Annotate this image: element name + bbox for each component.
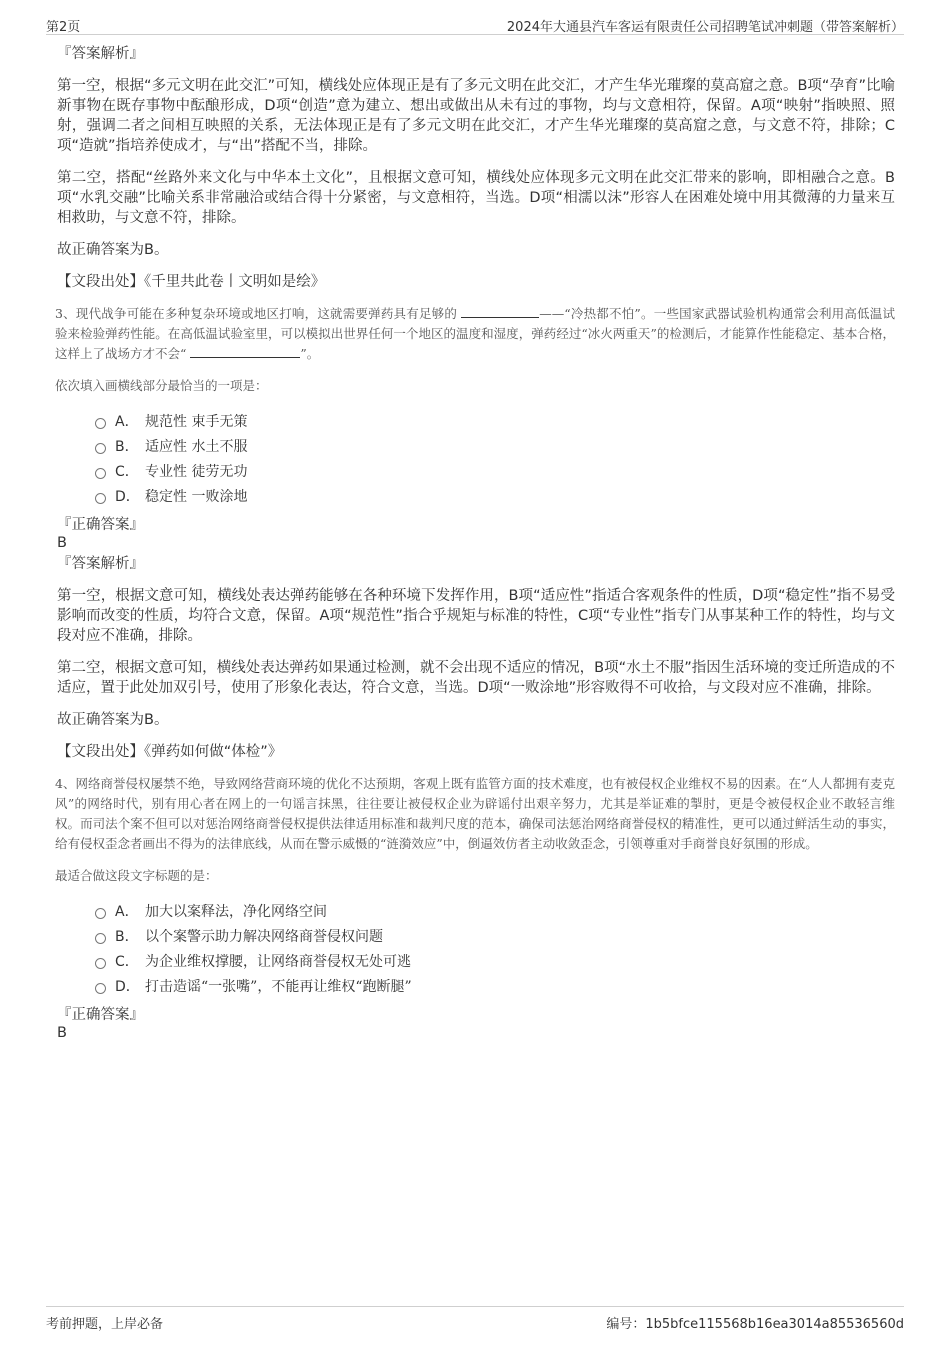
q4-options	[95, 900, 895, 1000]
q4-option-d[interactable]: D． 打击造谣“一张嘴”，不能再让维权“跑断腿”	[95, 975, 895, 1000]
page-footer	[46, 1306, 904, 1332]
q4-option-c[interactable]: C． 为企业维权撑腰，让网络商誉侵权无处可逃	[95, 950, 895, 975]
q2-conclusion: 故正确答案为B。	[57, 242, 169, 258]
q4-stem: 4、网络商誉侵权屡禁不绝，导致网络营商环境的优化不达预期，客观上既有监管方面的技术难度，也有被侵权企业维权不易的因素。在“人人都拥有麦克风”的网络时代，别有用心者在网上的一句谣言抹黑，往往要让被侵权企业为辟谣付出艰辛努力，尤其是举证难的掣肘，更是令被侵权企业不敢轻言维权。而司法个案不但可以对惩治网络商誉侵权提供法律适用标准和裁判尺度的范本，确保司法惩治网络商誉侵权的精准性，更可以通过鲜活生动的事实，给有侵权歪念者画出不得为的法律底线，从而在警示威慑的“涟漪效应”中，倒逼效仿者主动收敛歪念，引领尊重对手商誉良好氛围的形成。	[55, 776, 895, 851]
radio-icon[interactable]	[95, 468, 106, 479]
q3-stem-part3: ”。	[300, 346, 320, 361]
q2-analysis-tag: 『答案解析』	[57, 46, 144, 62]
document-title: 2024年大通县汽车客运有限责任公司招聘笔试冲刺题（带答案解析）	[506, 20, 904, 35]
q4-answer: B	[57, 1025, 67, 1041]
q3-analysis-para2: 第二空，根据文意可知，横线处表达弹药如果通过检测，就不会出现不适应的情况，B项“水土不服”指因生活环境的变迁所造成的不适应，置于此处加双引号，使用了形象化表达，符合文意，当选。D项“一败涂地”形容败得不可收拾，与文段对应不准确，排除。	[57, 660, 895, 696]
q2-analysis-para2: 第二空，搭配“丝路外来文化与中华本土文化”，且根据文意可知，横线处应体现多元文明在此交汇带来的影响，即相融合之意。B项“水乳交融”比喻关系非常融洽或结合得十分紧密，与文意相符，当选。D项“相濡以沫”形容人在困难处境中用其微薄的力量来互相救助，与文意不符，排除。	[57, 170, 895, 226]
radio-icon[interactable]	[95, 908, 106, 919]
q2-analysis-para1: 第一空，根据“多元文明在此交汇”可知，横线处应体现正是有了多元文明在此交汇，才产生华光璀璨的莫高窟之意。B项“孕育”比喻新事物在既存事物中酝酿形成，D项“创造”意为建立、想出或做出从未有过的事物，均与文意相符，保留。A项“映射”指映照、照射，强调二者之间相互映照的关系，无法体现正是有了多元文明在此交汇，才产生华光璀璨的莫高窟之意，与文意不符，排除；C项“造就”指培养使成才，与“出”搭配不当，排除。	[57, 78, 895, 154]
q3-answer-tag: 『正确答案』	[57, 517, 144, 533]
radio-icon[interactable]	[95, 443, 106, 454]
q3-prompt: 依次填入画横线部分最恰当的一项是：	[55, 378, 268, 393]
q3-analysis-para1: 第一空，根据文意可知，横线处表达弹药能够在各种环境下发挥作用，B项“适应性”指适合客观条件的性质，D项“稳定性”指不易受影响而改变的性质，均符合文意，保留。A项“规范性”指合乎规矩与标准的特性，C项“专业性”指专门从事某种工作的特性，均与文段对应不准确，排除。	[57, 588, 895, 644]
radio-icon[interactable]	[95, 493, 106, 504]
q3-stem-part1: 3、现代战争可能在多种复杂环境或地区打响，这就需要弹药具有足够的	[55, 306, 458, 321]
q3-conclusion: 故正确答案为B。	[57, 712, 169, 728]
radio-icon[interactable]	[95, 933, 106, 944]
radio-icon[interactable]	[95, 958, 106, 969]
page-number: 第2页	[46, 20, 81, 35]
q3-stem-part2: ——“冷热都不怕”。一些国家武器试验机构通常会利用高低温试验来检验弹药性能。在高低温试验室里，可以模拟出世界任何一个地区的温度和湿度，弹药经过“冰火两重天”的检测后，才能算作性能稳定、基本合格，这样上了战场方才不会“	[55, 306, 895, 361]
footer-note: 考前押题，上岸必备	[46, 1317, 164, 1332]
radio-icon[interactable]	[95, 418, 106, 429]
q3-option-b[interactable]: B． 适应性 水土不服	[95, 435, 895, 460]
q3-option-d[interactable]: D． 稳定性 一败涂地	[95, 485, 895, 510]
q4-prompt: 最适合做这段文字标题的是：	[55, 868, 218, 883]
q3-option-a[interactable]: A． 规范性 束手无策	[95, 410, 895, 435]
q3-source: 【文段出处】《弹药如何做“体检”》	[57, 744, 283, 760]
q4-answer-tag: 『正确答案』	[57, 1007, 144, 1023]
q4-option-b[interactable]: B． 以个案警示助力解决网络商誉侵权问题	[95, 925, 895, 950]
q3-answer: B	[57, 535, 67, 551]
q2-source: 【文段出处】《千里共此卷丨文明如是绘》	[57, 274, 326, 290]
page-header	[46, 14, 904, 35]
q3-blank-2	[190, 344, 300, 358]
q3-option-c[interactable]: C． 专业性 徒劳无功	[95, 460, 895, 485]
q3-options	[95, 410, 895, 510]
q4-option-a[interactable]: A． 加大以案释法，净化网络空间	[95, 900, 895, 925]
q3-stem	[55, 304, 895, 364]
q3-blank-1	[461, 304, 539, 318]
document-body	[57, 44, 895, 1044]
q3-analysis-tag: 『答案解析』	[57, 556, 144, 572]
radio-icon[interactable]	[95, 983, 106, 994]
document-code: 编号：1b5bfce115568b16ea3014a85536560d	[606, 1317, 904, 1332]
